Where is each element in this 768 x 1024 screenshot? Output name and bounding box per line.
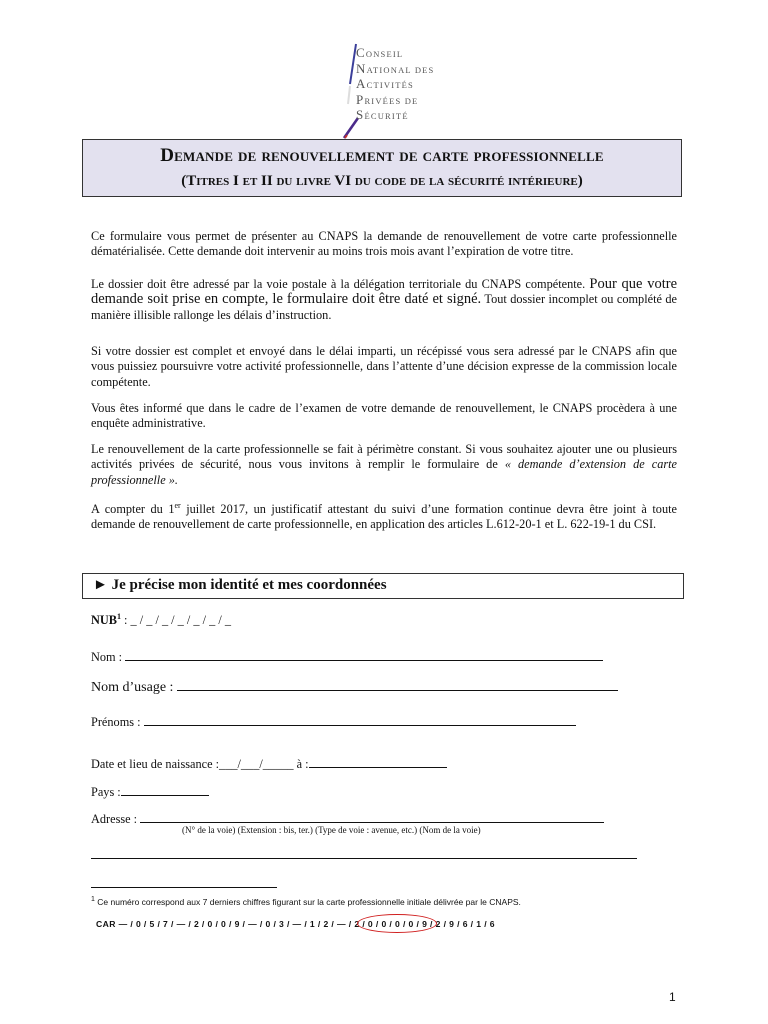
intro-paragraph-4: Vous êtes informé que dans le cadre de l’examen de votre demande de renouvellement, le CNAPS procèdera à une enquête administrative.	[91, 401, 677, 431]
nub-slots: : _ / _ / _ / _ / _ / _ / _	[120, 613, 231, 628]
adresse-input-line[interactable]	[140, 812, 604, 823]
prenoms-input-line[interactable]	[144, 715, 576, 726]
extension-form-reference: « demande d’extension de carte professionnelle ».	[91, 457, 677, 487]
pays-field[interactable]	[91, 785, 209, 800]
adresse-label: Adresse :	[91, 812, 141, 826]
document-title: Demande de renouvellement de carte professionnelle	[160, 145, 604, 166]
logo-wordmark: CONSEIL NATIONAL DES ACTIVITÉS PRIVÉES DE SÉCURITÉ	[356, 45, 435, 123]
intro-paragraph-6: A compter du 1er juillet 2017, un justificatif attestant du suivi d’une formation continue devra être joint à toute demande de renouvellement de carte professionnelle, en application des articles L.612-20-1 et L. 622-19-1 du CSI.	[91, 501, 677, 532]
prenoms-field[interactable]	[91, 715, 576, 730]
pays-label: Pays :	[91, 785, 121, 799]
prenoms-label: Prénoms :	[91, 715, 144, 729]
nub-label: NUB	[91, 613, 117, 628]
page-number: 1	[669, 990, 676, 1004]
intro-paragraph-1: Ce formulaire vous permet de présenter au CNAPS la demande de renouvellement de votre carte professionnelle dématérialisée. Cette demande doit intervenir au moins trois mois avant l’expiration de votre titre.	[91, 229, 677, 259]
adresse-input-line-2[interactable]	[91, 848, 637, 859]
footnote-divider	[91, 887, 277, 888]
intro-paragraph-3: Si votre dossier est complet et envoyé dans le délai imparti, un récépissé vous sera adressé par le CNAPS afin que vous puissiez poursuivre votre activité professionnelle, dans l’attente d’une décision expresse de la commission locale compétente.	[91, 344, 677, 389]
nom-usage-field[interactable]	[91, 680, 618, 696]
intro-paragraph-2: Le dossier doit être adressé par la voie postale à la délégation territoriale du CNAPS compétente. Pour que votre demande soit prise en compte, le formulaire doit être daté et signé. Tout dossier incomplet ou complété de manière illisible rallonge les délais d’instruction.	[91, 276, 678, 322]
nub-digits-highlight-circle	[357, 914, 437, 933]
footnote-text: $^1$ Ce numéro correspond aux 7 derniers chiffres figurant sur la carte professionnelle initiale délivrée par le CNAPS.	[91, 896, 521, 907]
nom-field[interactable]	[91, 650, 603, 665]
naissance-date-slots: ___/___/_____ à :	[219, 757, 309, 771]
pays-input-line[interactable]	[121, 785, 209, 796]
cnaps-logo	[340, 40, 450, 140]
identity-section-header: ► Je précise mon identité et mes coordonnées	[82, 573, 684, 599]
naissance-label: Date et lieu de naissance :	[91, 757, 220, 771]
intro-paragraph-5: Le renouvellement de la carte professionnelle se fait à périmètre constant. Si vous souhaitez ajouter une ou plusieurs activités privées de sécurité, nous vous invitons à remplir le formulaire de « demande d’extension de carte professionnelle ».	[91, 442, 677, 487]
nub-field[interactable]: NUB$^1$ : _ / _ / _ / _ / _ / _ / _	[91, 612, 231, 628]
nom-input-line[interactable]	[125, 650, 603, 661]
naissance-place-input-line[interactable]	[309, 757, 447, 768]
signature-requirement: Pour que votre demande soit prise en compte, le formulaire doit être daté et signé.	[91, 276, 678, 308]
adresse-hint: (N° de la voie) (Extension : bis, ter.) (Type de voie : avenue, etc.) (Nom de la voie)	[182, 825, 481, 835]
car-number-example: CAR — / 0 / 5 / 7 / — / 2 / 0 / 0 / 9 / — / 0 / 3 / — / 1 / 2 / — / 2 / 0 / 0 / 0 / 0 / 9 / 2 / 9 / 6 / 1 / 6	[96, 919, 495, 929]
document-title-box	[82, 139, 682, 197]
nom-label: Nom :	[91, 650, 126, 664]
nom-usage-label: Nom d’usage :	[91, 680, 177, 695]
document-subtitle: (Titres I et II du livre VI du code de la sécurité intérieure)	[181, 173, 583, 189]
naissance-field[interactable]	[91, 757, 447, 772]
nom-usage-input-line[interactable]	[177, 680, 618, 691]
